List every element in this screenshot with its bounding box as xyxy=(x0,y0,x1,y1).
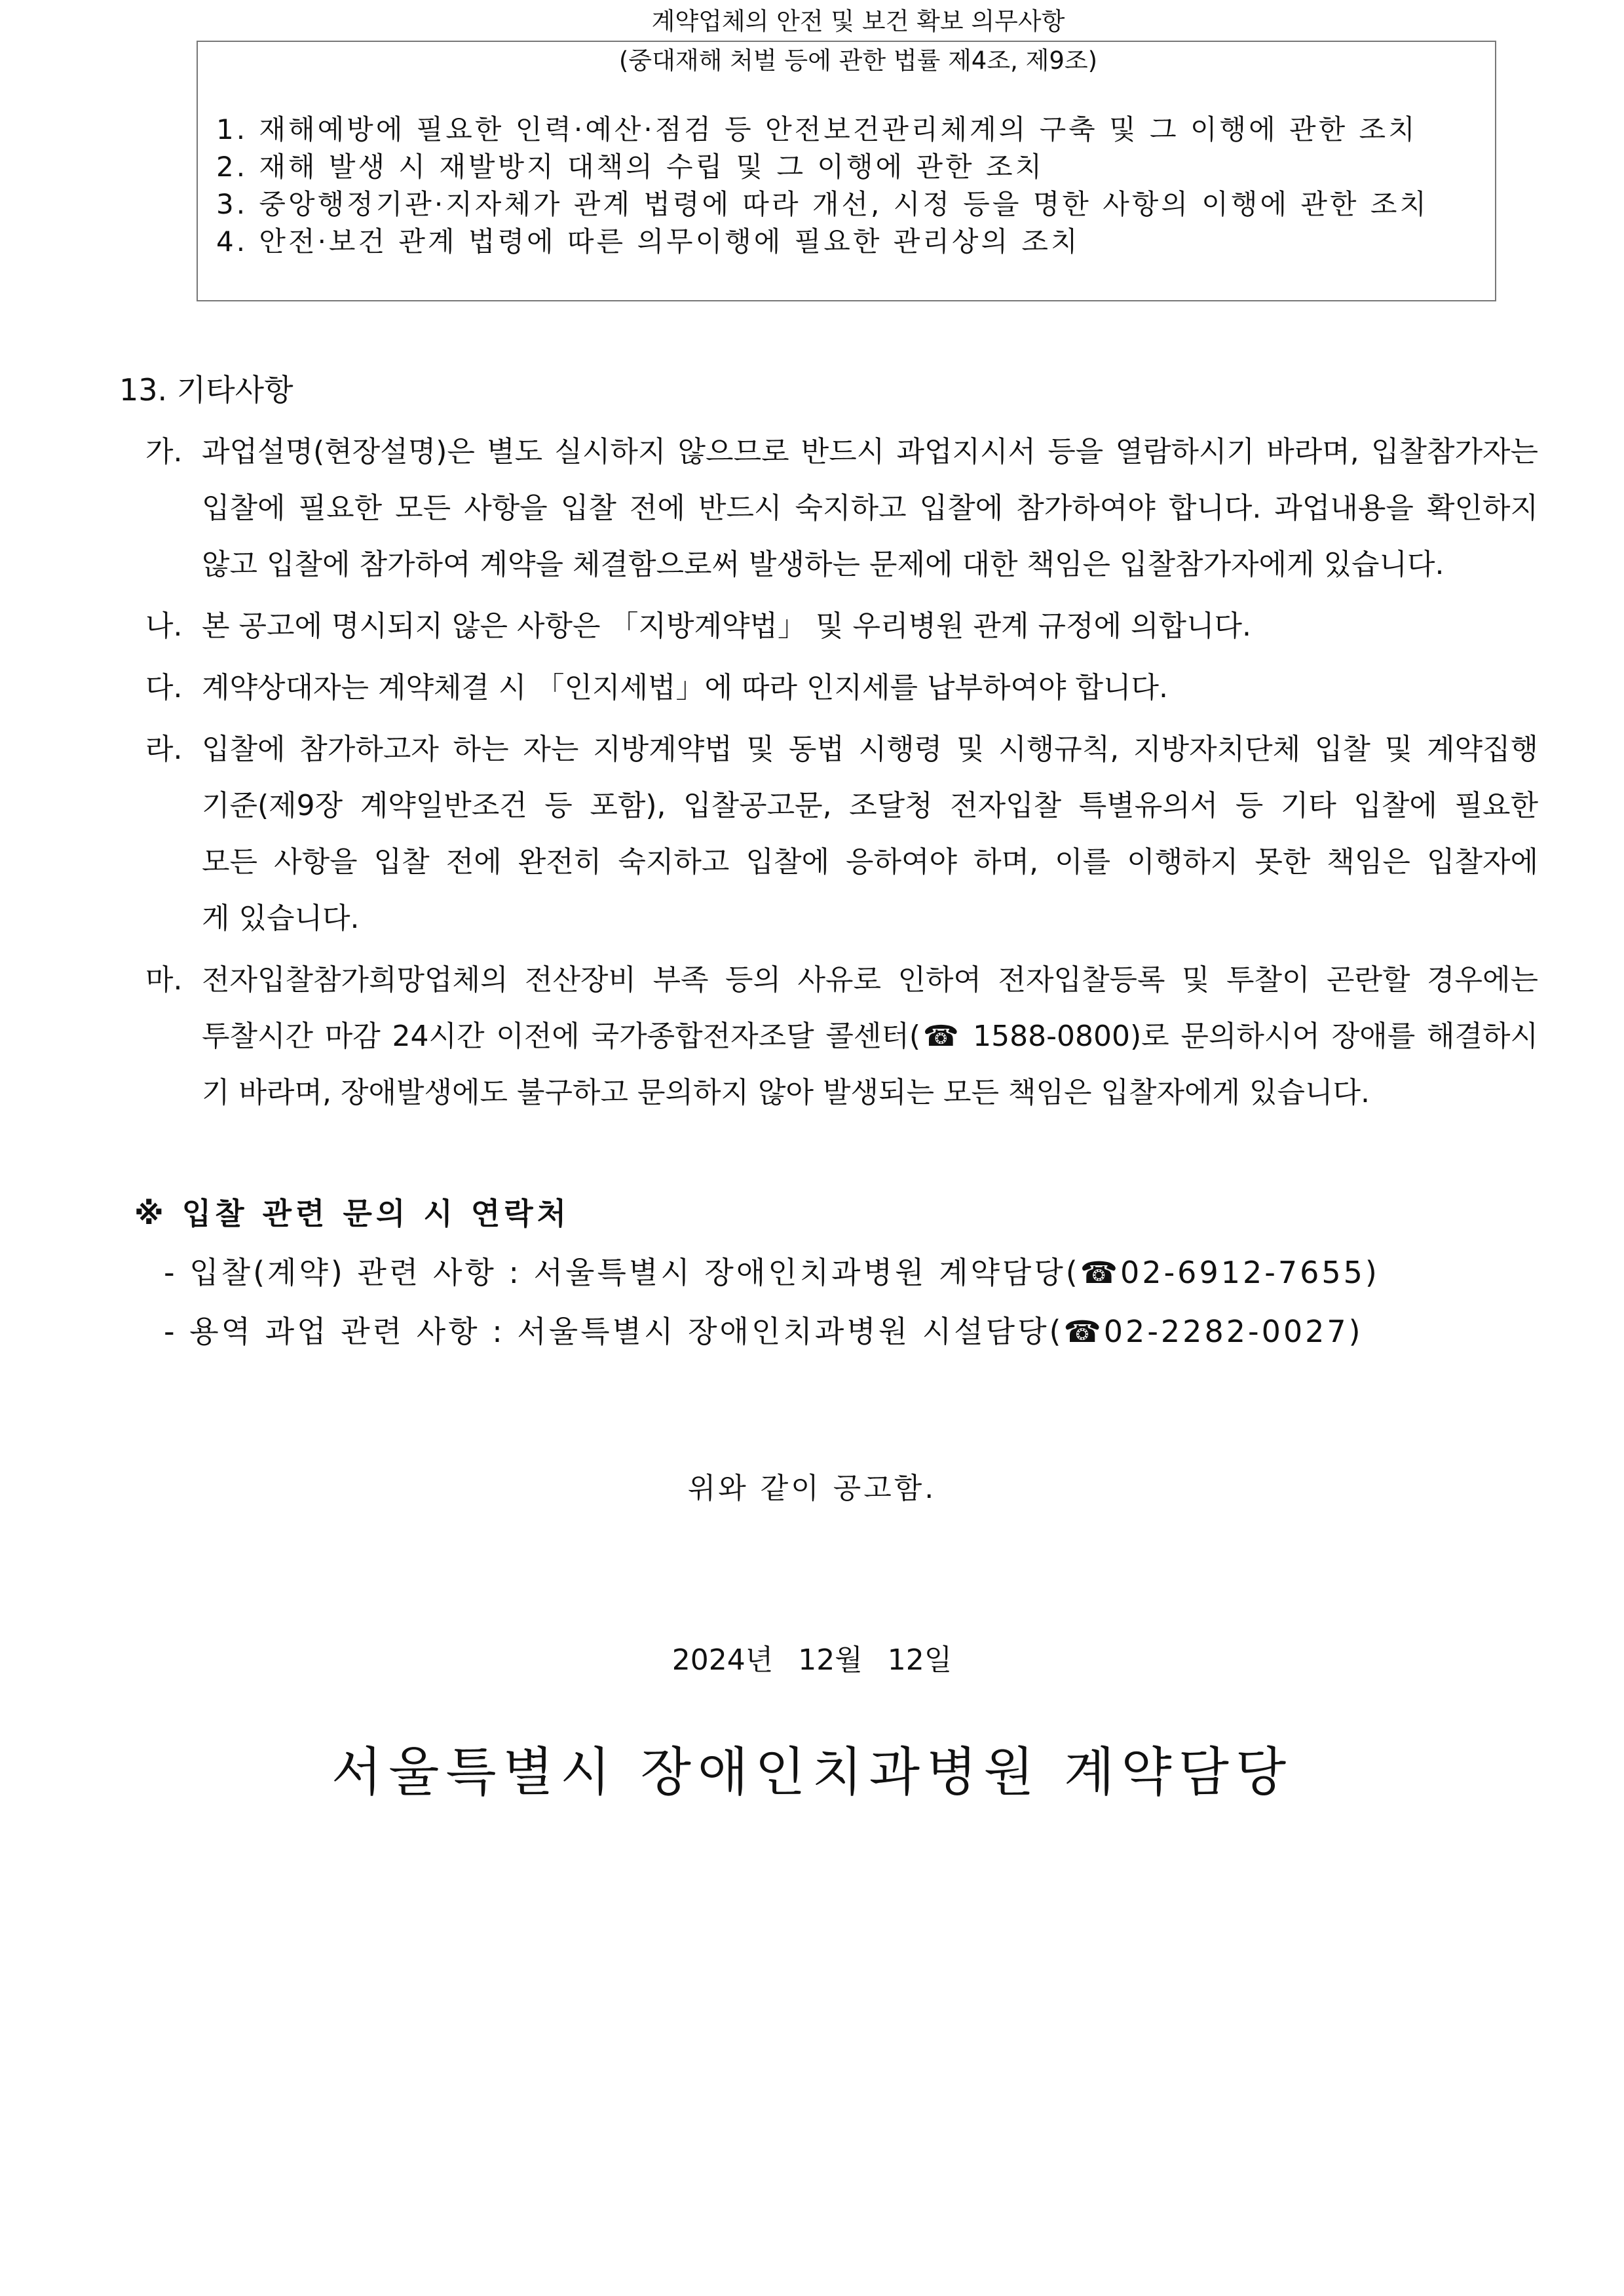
contacts-title: ※ 입찰 관련 문의 시 연락처 xyxy=(134,1196,571,1231)
paragraph-line: 입찰에 참가하고자 하는 자는 지방계약법 및 동법 시행령 및 시행규칙, 지방자치단체 입찰 및 계약집행 xyxy=(202,733,1538,766)
paragraph-mark: 나. xyxy=(145,609,183,643)
paragraph-mark: 다. xyxy=(145,671,183,704)
paragraph-mark: 가. xyxy=(145,435,183,469)
paragraph-line: 계약상대자는 계약체결 시 「인지세법」에 따라 인지세를 납부하여야 합니다. xyxy=(202,671,1169,704)
duty-item: 4. 안전·보건 관계 법령에 따른 의무이행에 필요한 관리상의 조치 xyxy=(216,225,1080,258)
paragraph-mark: 라. xyxy=(145,733,183,766)
paragraph-line: 전자입찰참가희망업체의 전산장비 부족 등의 사유로 인하여 전자입찰등록 및 투찰이 곤란할 경우에는 xyxy=(202,963,1538,997)
duty-item: 3. 중앙행정기관·지자체가 관계 법령에 따라 개선, 시정 등을 명한 사항의 이행에 관한 조치 xyxy=(216,188,1429,220)
paragraph-line: 과업설명(현장설명)은 별도 실시하지 않으므로 반드시 과업지시서 등을 열람하시기 바라며, 입찰참가자는 xyxy=(202,435,1538,469)
paragraph-line: 기준(제9장 계약일반조건 등 포함), 입찰공고문, 조달청 전자입찰 특별유의서 등 기타 입찰에 필요한 xyxy=(202,789,1538,822)
duty-item: 1. 재해예방에 필요한 인력·예산·점검 등 안전보건관리체계의 구축 및 그 이행에 관한 조치 xyxy=(216,113,1418,145)
contact-item: - 입찰(계약) 관련 사항 : 서울특별시 장애인치과병원 계약담당(☎02-6912-7655) xyxy=(164,1255,1380,1290)
paragraph-line: 않고 입찰에 참가하여 계약을 체결함으로써 발생하는 문제에 대한 책임은 입찰참가자에게 있습니다. xyxy=(202,548,1445,581)
paragraph-line: 본 공고에 명시되지 않은 사항은 「지방계약법」 및 우리병원 관계 규정에 의합니다. xyxy=(202,609,1251,643)
paragraph-line: 모든 사항을 입찰 전에 완전히 숙지하고 입찰에 응하여야 하며, 이를 이행하지 못한 책임은 입찰자에 xyxy=(202,845,1538,879)
signer-name: 서울특별시 장애인치과병원 계약담당 xyxy=(331,1742,1293,1803)
paragraph-line: 투찰시간 마감 24시간 이전에 국가종합전자조달 콜센터(☎ 1588-0800)로 문의하시어 장애를 해결하시 xyxy=(202,1020,1538,1053)
duty-box-subtitle: (중대재해 처벌 등에 관한 법률 제4조, 제9조) xyxy=(537,45,1179,77)
paragraph-mark: 마. xyxy=(145,963,183,997)
paragraph-line: 기 바라며, 장애발생에도 불구하고 문의하지 않아 발생되는 모든 책임은 입찰자에게 있습니다. xyxy=(202,1076,1370,1109)
paragraph-line: 입찰에 필요한 모든 사항을 입찰 전에 반드시 숙지하고 입찰에 참가하여야 합니다. 과업내용을 확인하지 xyxy=(202,491,1538,525)
contact-item: - 용역 과업 관련 사항 : 서울특별시 장애인치과병원 시설담당(☎02-2282-0027) xyxy=(164,1314,1363,1349)
paragraph-line: 게 있습니다. xyxy=(202,902,360,935)
announcement-date: 2024년 12월 12일 xyxy=(671,1643,953,1677)
closing-statement: 위와 같이 공고함. xyxy=(687,1472,937,1505)
section-title: 13. 기타사항 xyxy=(119,372,293,408)
duty-box-title: 계약업체의 안전 및 보건 확보 의무사항 xyxy=(537,5,1179,38)
duty-item: 2. 재해 발생 시 재발방지 대책의 수립 및 그 이행에 관한 조치 xyxy=(216,151,1045,183)
